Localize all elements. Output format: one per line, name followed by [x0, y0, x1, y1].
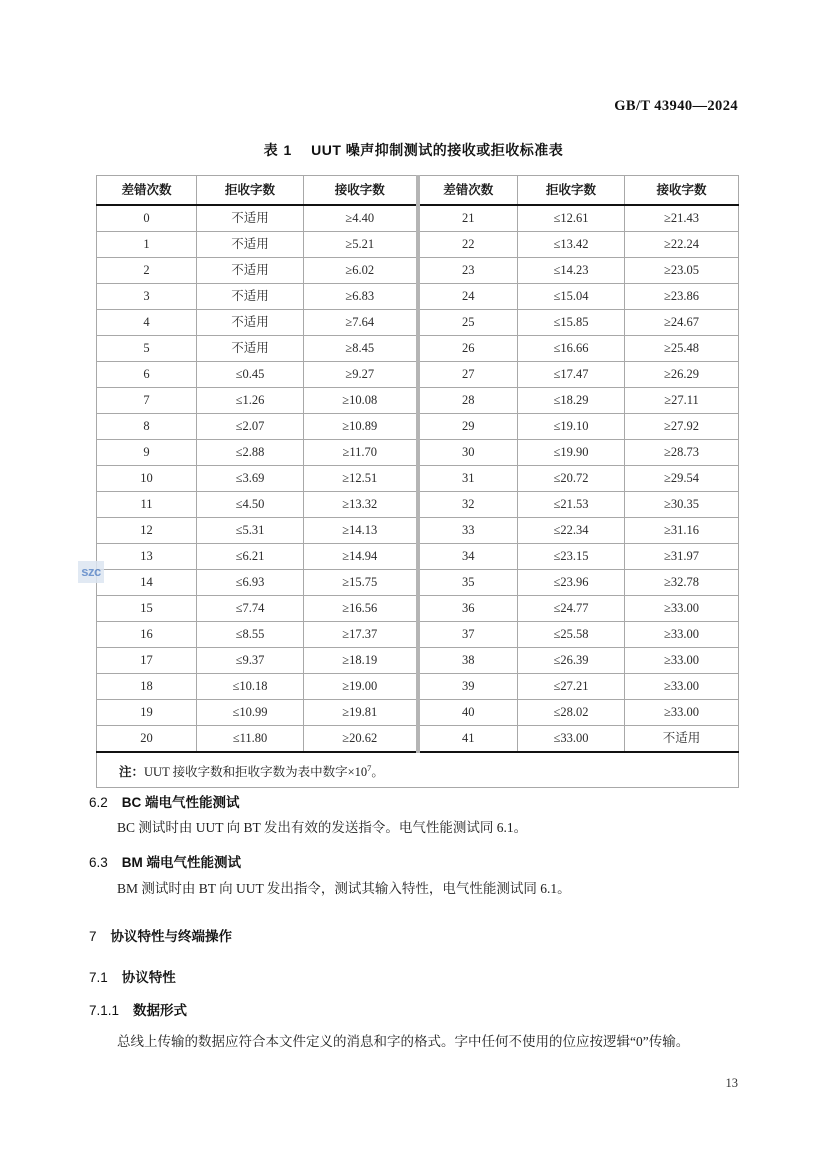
table-cell: 不适用 — [625, 726, 739, 753]
table-row — [97, 622, 739, 648]
table-cell: ≤10.18 — [197, 674, 304, 700]
table-cell: ≤10.99 — [197, 700, 304, 726]
table-cell: 14 — [97, 570, 197, 596]
table-cell: ≥33.00 — [625, 648, 739, 674]
table-cell: 9 — [97, 440, 197, 466]
table-row — [97, 284, 739, 310]
table-cell: ≤7.74 — [197, 596, 304, 622]
heading-7-1-1-number: 7.1.1 — [89, 1003, 120, 1018]
table-cell: 不适用 — [197, 205, 304, 232]
table-cell: 16 — [97, 622, 197, 648]
table-cell: 不适用 — [197, 258, 304, 284]
table-cell: 27 — [418, 362, 518, 388]
table-cell: ≥27.92 — [625, 414, 739, 440]
table-cell: ≥24.67 — [625, 310, 739, 336]
heading-7-1-title: 协议特性 — [121, 970, 176, 985]
paragraph-6-2-container — [89, 818, 749, 838]
table-cell: ≤2.07 — [197, 414, 304, 440]
table-row — [97, 258, 739, 284]
table-cell: 20 — [97, 726, 197, 753]
table-cell: 39 — [418, 674, 518, 700]
table-cell: ≥9.27 — [304, 362, 418, 388]
table-cell: 15 — [97, 596, 197, 622]
table-row — [97, 648, 739, 674]
table-cell: ≥30.35 — [625, 492, 739, 518]
table-cell: 29 — [418, 414, 518, 440]
table-cell: 34 — [418, 544, 518, 570]
table-cell: ≥31.97 — [625, 544, 739, 570]
table-row — [97, 674, 739, 700]
table-cell: 25 — [418, 310, 518, 336]
table-cell: ≥15.75 — [304, 570, 418, 596]
column-header-reject-right: 拒收字数 — [518, 176, 625, 206]
table-cell: ≤28.02 — [518, 700, 625, 726]
table-cell: 13 — [97, 544, 197, 570]
page-number: 13 — [725, 1076, 738, 1090]
paragraph-7-1-1-container — [89, 1032, 749, 1052]
table-cell: ≥20.62 — [304, 726, 418, 753]
table-cell: 40 — [418, 700, 518, 726]
table-cell: 10 — [97, 466, 197, 492]
table-cell: 5 — [97, 336, 197, 362]
table-cell: ≥17.37 — [304, 622, 418, 648]
table-cell: ≤16.66 — [518, 336, 625, 362]
table-cell: ≥31.16 — [625, 518, 739, 544]
table-cell: ≥19.00 — [304, 674, 418, 700]
table-cell: ≥28.73 — [625, 440, 739, 466]
table-cell: ≥23.86 — [625, 284, 739, 310]
table-cell: ≥7.64 — [304, 310, 418, 336]
table-cell: ≥32.78 — [625, 570, 739, 596]
table-cell: 23 — [418, 258, 518, 284]
table-cell: 19 — [97, 700, 197, 726]
table-cell: ≥12.51 — [304, 466, 418, 492]
table-cell: 32 — [418, 492, 518, 518]
note-label: 注： — [119, 765, 145, 780]
heading-6-2-number: 6.2 — [89, 795, 108, 810]
table-cell: 28 — [418, 388, 518, 414]
table-cell: ≤20.72 — [518, 466, 625, 492]
table-cell: ≥14.13 — [304, 518, 418, 544]
table-cell: ≤14.23 — [518, 258, 625, 284]
column-header-accept-left: 接收字数 — [304, 176, 418, 206]
table-cell: 不适用 — [197, 336, 304, 362]
heading-7 — [89, 925, 749, 945]
table-cell: 26 — [418, 336, 518, 362]
table-cell: ≥8.45 — [304, 336, 418, 362]
table-cell: ≥33.00 — [625, 596, 739, 622]
table-cell: ≤21.53 — [518, 492, 625, 518]
heading-6-3 — [89, 851, 749, 871]
table-caption — [0, 140, 827, 160]
table-cell: ≤18.29 — [518, 388, 625, 414]
table-cell: ≥23.05 — [625, 258, 739, 284]
table-footer — [97, 752, 739, 788]
heading-6-2-title: BC 端电气性能测试 — [121, 795, 240, 810]
table-cell: ≥16.56 — [304, 596, 418, 622]
heading-7-number: 7 — [89, 929, 97, 944]
table-cell: ≥27.11 — [625, 388, 739, 414]
table-cell: ≥10.89 — [304, 414, 418, 440]
table-cell: ≥10.08 — [304, 388, 418, 414]
table-cell: ≤9.37 — [197, 648, 304, 674]
column-header-errors-right: 差错次数 — [418, 176, 518, 206]
table-row — [97, 414, 739, 440]
table-cell: ≤17.47 — [518, 362, 625, 388]
table-cell: ≤6.21 — [197, 544, 304, 570]
table-cell: 不适用 — [197, 232, 304, 258]
table-body — [97, 205, 739, 752]
table-cell: ≤15.85 — [518, 310, 625, 336]
table-cell: ≥14.94 — [304, 544, 418, 570]
table-caption-label: 表 1 — [263, 142, 293, 158]
table-cell: ≤4.50 — [197, 492, 304, 518]
table-cell: 不适用 — [197, 310, 304, 336]
table-row — [97, 726, 739, 753]
table-row — [97, 336, 739, 362]
table-cell: ≤15.04 — [518, 284, 625, 310]
table-cell: 35 — [418, 570, 518, 596]
table-cell: 21 — [418, 205, 518, 232]
table-cell: ≤26.39 — [518, 648, 625, 674]
table-cell: ≤27.21 — [518, 674, 625, 700]
note-text: UUT 接收字数和拒收字数为表中数字×10 — [144, 765, 368, 780]
table-header-row — [97, 176, 739, 206]
table-row — [97, 466, 739, 492]
table-cell: ≤2.88 — [197, 440, 304, 466]
table-cell: ≥22.24 — [625, 232, 739, 258]
table-cell: 6 — [97, 362, 197, 388]
table-cell: ≤23.15 — [518, 544, 625, 570]
table-cell: ≥6.02 — [304, 258, 418, 284]
watermark-fragment: szc — [78, 561, 104, 583]
table-cell: ≥13.32 — [304, 492, 418, 518]
document-header-standard-code: GB/T 43940—2024 — [614, 98, 738, 114]
heading-7-title: 协议特性与终端操作 — [110, 929, 233, 944]
table-cell: 8 — [97, 414, 197, 440]
table-cell: 4 — [97, 310, 197, 336]
table-row — [97, 518, 739, 544]
table-cell: ≤13.42 — [518, 232, 625, 258]
acceptance-rejection-table — [96, 175, 739, 788]
table-cell: 17 — [97, 648, 197, 674]
table-cell: ≥18.19 — [304, 648, 418, 674]
table-cell: 38 — [418, 648, 518, 674]
table-cell: ≤19.90 — [518, 440, 625, 466]
table-row — [97, 362, 739, 388]
table-cell: ≥21.43 — [625, 205, 739, 232]
table-cell: 30 — [418, 440, 518, 466]
heading-6-2 — [89, 791, 749, 811]
heading-7-1 — [89, 966, 749, 986]
table-cell: 7 — [97, 388, 197, 414]
column-header-errors-left: 差错次数 — [97, 176, 197, 206]
heading-7-1-number: 7.1 — [89, 970, 108, 985]
table-row — [97, 440, 739, 466]
table-cell: 36 — [418, 596, 518, 622]
table-cell: 24 — [418, 284, 518, 310]
table-row — [97, 596, 739, 622]
table-cell: ≤6.93 — [197, 570, 304, 596]
standards-table-container — [96, 175, 738, 788]
table-cell: 2 — [97, 258, 197, 284]
table-cell: ≥11.70 — [304, 440, 418, 466]
table-cell: ≤12.61 — [518, 205, 625, 232]
table-cell: 41 — [418, 726, 518, 753]
table-caption-title: UUT 噪声抑制测试的接收或拒收标准表 — [311, 142, 564, 158]
table-row — [97, 544, 739, 570]
table-cell: ≤22.34 — [518, 518, 625, 544]
table-note-row — [97, 752, 739, 788]
table-cell: 0 — [97, 205, 197, 232]
table-cell: ≥29.54 — [625, 466, 739, 492]
note-exponent: 7 — [367, 763, 372, 773]
heading-6-3-title: BM 端电气性能测试 — [121, 855, 242, 870]
table-cell: ≤23.96 — [518, 570, 625, 596]
table-cell: ≤33.00 — [518, 726, 625, 753]
table-cell: ≥33.00 — [625, 700, 739, 726]
table-cell: ≥5.21 — [304, 232, 418, 258]
table-cell: ≥6.83 — [304, 284, 418, 310]
table-cell: ≤0.45 — [197, 362, 304, 388]
table-cell: ≥33.00 — [625, 674, 739, 700]
heading-6-3-number: 6.3 — [89, 855, 108, 870]
table-row — [97, 570, 739, 596]
table-row — [97, 205, 739, 232]
table-cell: 1 — [97, 232, 197, 258]
table-cell: ≤8.55 — [197, 622, 304, 648]
table-cell: ≥26.29 — [625, 362, 739, 388]
table-row — [97, 492, 739, 518]
table-cell: 22 — [418, 232, 518, 258]
table-cell: ≤11.80 — [197, 726, 304, 753]
table-cell: ≤3.69 — [197, 466, 304, 492]
table-cell: ≤19.10 — [518, 414, 625, 440]
table-cell: 18 — [97, 674, 197, 700]
table-cell: ≥25.48 — [625, 336, 739, 362]
note-text-end: 。 — [371, 765, 384, 780]
table-cell: 11 — [97, 492, 197, 518]
column-header-accept-right: 接收字数 — [625, 176, 739, 206]
table-header — [97, 176, 739, 206]
table-cell: ≤1.26 — [197, 388, 304, 414]
table-cell: 31 — [418, 466, 518, 492]
table-cell: ≥19.81 — [304, 700, 418, 726]
table-row — [97, 232, 739, 258]
table-row — [97, 388, 739, 414]
table-cell: 37 — [418, 622, 518, 648]
column-header-reject-left: 拒收字数 — [197, 176, 304, 206]
paragraph-7-1-1: 总线上传输的数据应符合本文件定义的消息和字的格式。字中任何不使用的位应按逻辑“0”传输。 — [117, 1034, 690, 1049]
paragraph-6-3: BM 测试时由 BT 向 UUT 发出指令，测试其输入特性，电气性能测试同 6.1。 — [117, 881, 571, 896]
heading-7-1-1 — [89, 999, 749, 1019]
heading-7-1-1-title: 数据形式 — [133, 1003, 188, 1018]
table-cell: ≥4.40 — [304, 205, 418, 232]
paragraph-6-3-container — [89, 879, 749, 899]
table-cell: 不适用 — [197, 284, 304, 310]
table-row — [97, 310, 739, 336]
table-cell: ≤5.31 — [197, 518, 304, 544]
table-cell: 3 — [97, 284, 197, 310]
table-cell: 33 — [418, 518, 518, 544]
table-cell: ≤24.77 — [518, 596, 625, 622]
table-row — [97, 700, 739, 726]
table-cell: 12 — [97, 518, 197, 544]
table-cell: ≥33.00 — [625, 622, 739, 648]
paragraph-6-2: BC 测试时由 UUT 向 BT 发出有效的发送指令。电气性能测试同 6.1。 — [117, 820, 528, 835]
table-note — [97, 752, 739, 788]
table-cell: ≤25.58 — [518, 622, 625, 648]
